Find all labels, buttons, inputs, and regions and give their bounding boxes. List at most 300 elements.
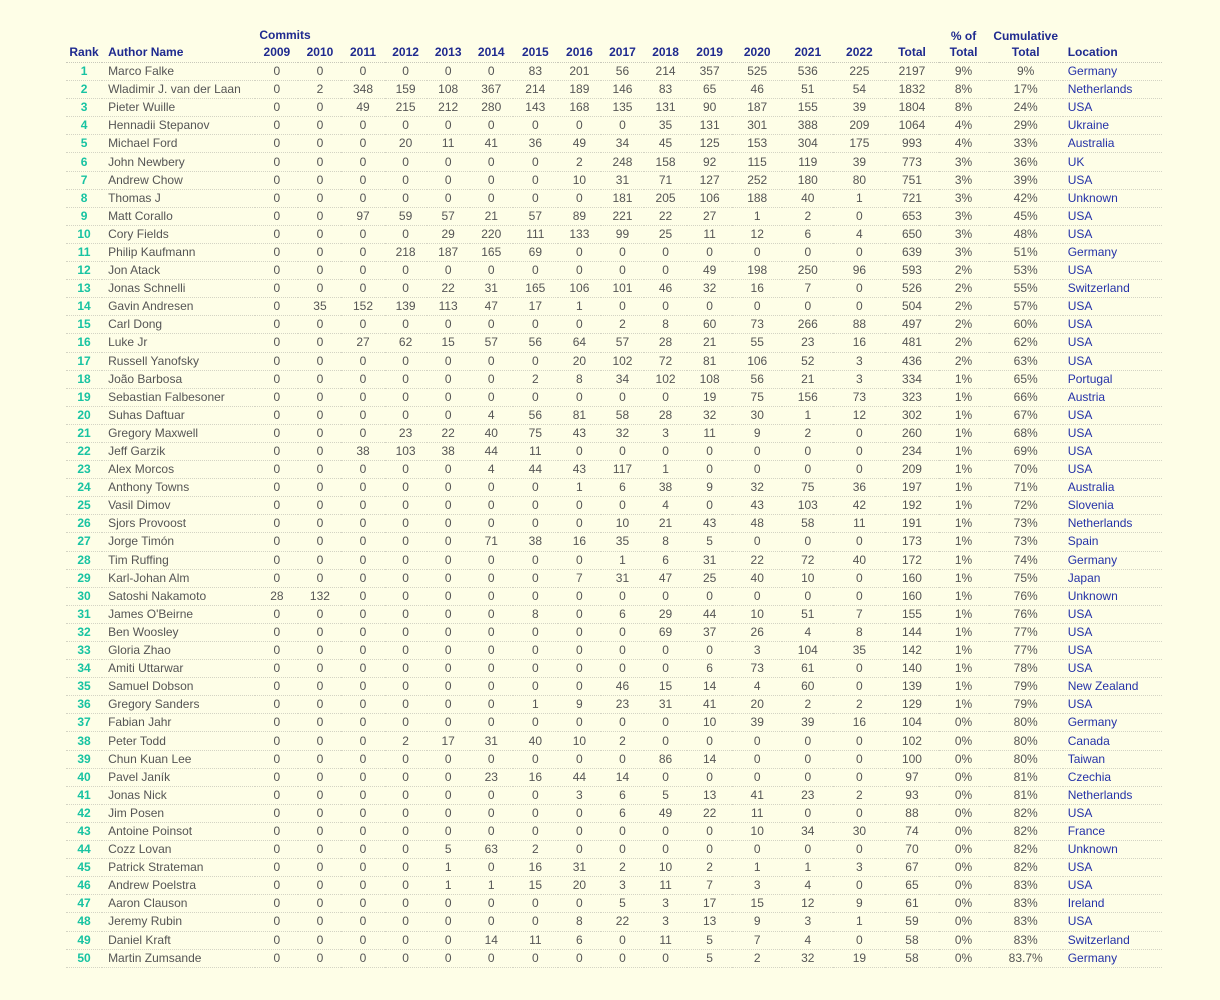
header-year-label: 2010 <box>306 45 334 59</box>
commits-2016-cell: 0 <box>558 605 601 623</box>
table-row[interactable] <box>66 732 1162 750</box>
commits-2022-cell: 2 <box>833 696 885 714</box>
table-row[interactable] <box>66 587 1162 605</box>
table-row[interactable] <box>66 81 1162 99</box>
total-cell: 653 <box>885 207 938 225</box>
header-year-2018[interactable] <box>644 28 687 63</box>
commits-2019-cell: 0 <box>687 642 732 660</box>
commits-2013-cell: 0 <box>427 189 470 207</box>
commits-2022-cell: 3 <box>833 370 885 388</box>
commits-2018-cell: 0 <box>644 768 687 786</box>
commits-2016-cell: 44 <box>558 768 601 786</box>
header-percent-of-total[interactable] <box>939 28 989 63</box>
commits-2017-cell: 0 <box>601 931 644 949</box>
commits-2012-cell: 0 <box>385 660 427 678</box>
commits-2009-cell: 0 <box>255 804 298 822</box>
header-total[interactable] <box>885 28 938 63</box>
rank-cell: 46 <box>66 877 102 895</box>
cumulative-total-cell: 53% <box>989 262 1063 280</box>
table-row[interactable] <box>66 533 1162 551</box>
commits-2015-cell: 143 <box>513 99 558 117</box>
commits-2010-cell: 0 <box>298 243 341 261</box>
commits-2009-cell: 0 <box>255 117 298 135</box>
table-row[interactable] <box>66 913 1162 931</box>
total-cell: 639 <box>885 243 938 261</box>
commits-2015-cell: 40 <box>513 732 558 750</box>
header-year-2013[interactable] <box>427 28 470 63</box>
commits-2022-cell: 0 <box>833 533 885 551</box>
header-year-label: 2014 <box>477 45 505 59</box>
commits-2016-cell: 89 <box>558 207 601 225</box>
cumulative-total-cell: 73% <box>989 515 1063 533</box>
author-name-cell: Jon Atack <box>102 262 255 280</box>
total-cell: 160 <box>885 569 938 587</box>
commits-2018-cell: 0 <box>644 660 687 678</box>
commits-2012-cell: 0 <box>385 461 427 479</box>
commits-2022-cell: 0 <box>833 442 885 460</box>
header-year-2014[interactable] <box>470 28 513 63</box>
commits-2020-cell: 301 <box>732 117 782 135</box>
header-author-name[interactable]: Author Name <box>102 28 255 63</box>
commits-2009-cell: 0 <box>255 479 298 497</box>
commits-2014-cell: 0 <box>470 786 513 804</box>
table-row[interactable] <box>66 117 1162 135</box>
commits-2011-cell: 0 <box>341 786 384 804</box>
commits-2013-cell: 0 <box>427 551 470 569</box>
table-row[interactable] <box>66 262 1162 280</box>
commits-2012-cell: 0 <box>385 859 427 877</box>
commits-2019-cell: 32 <box>687 280 732 298</box>
commits-2018-cell: 11 <box>644 931 687 949</box>
commits-2019-cell: 13 <box>687 913 732 931</box>
commits-2015-cell: 36 <box>513 135 558 153</box>
cumulative-total-cell: 57% <box>989 298 1063 316</box>
cumulative-total-cell: 67% <box>989 406 1063 424</box>
commits-2010-cell: 0 <box>298 117 341 135</box>
location-cell: Germany <box>1063 63 1162 81</box>
commits-2020-cell: 198 <box>732 262 782 280</box>
commits-2013-cell: 0 <box>427 262 470 280</box>
header-rank[interactable]: Rank <box>66 28 102 63</box>
commits-2021-cell: 2 <box>782 696 833 714</box>
commits-2020-cell: 41 <box>732 786 782 804</box>
commits-2009-cell: 0 <box>255 153 298 171</box>
commits-2022-cell: 0 <box>833 732 885 750</box>
commits-2015-cell: 2 <box>513 841 558 859</box>
rank-cell: 6 <box>66 153 102 171</box>
commits-2010-cell: 0 <box>298 913 341 931</box>
commits-2012-cell: 0 <box>385 388 427 406</box>
table-row[interactable] <box>66 569 1162 587</box>
location-cell: USA <box>1063 99 1162 117</box>
commits-2011-cell: 0 <box>341 316 384 334</box>
total-cell: 160 <box>885 587 938 605</box>
commits-2021-cell: 4 <box>782 623 833 641</box>
cumulative-total-cell: 83.7% <box>989 949 1063 967</box>
commits-2012-cell: 0 <box>385 913 427 931</box>
header-year-2011[interactable] <box>341 28 384 63</box>
commits-2010-cell: 0 <box>298 931 341 949</box>
header-year-2012[interactable] <box>385 28 427 63</box>
commits-2016-cell: 0 <box>558 262 601 280</box>
commits-2022-cell: 0 <box>833 660 885 678</box>
author-name-cell: Samuel Dobson <box>102 678 255 696</box>
author-name-cell: Jorge Timón <box>102 533 255 551</box>
commits-2010-cell: 0 <box>298 461 341 479</box>
commits-2021-cell: 0 <box>782 298 833 316</box>
commits-2009-cell: 0 <box>255 660 298 678</box>
percent-of-total-cell: 0% <box>939 768 989 786</box>
total-cell: 721 <box>885 189 938 207</box>
commits-2019-cell: 0 <box>687 841 732 859</box>
commits-2019-cell: 11 <box>687 424 732 442</box>
commits-2014-cell: 0 <box>470 660 513 678</box>
table-row[interactable] <box>66 678 1162 696</box>
commits-2011-cell: 0 <box>341 913 384 931</box>
commits-2019-cell: 65 <box>687 81 732 99</box>
commits-2013-cell: 0 <box>427 931 470 949</box>
commits-2011-cell: 0 <box>341 63 384 81</box>
table-row[interactable] <box>66 859 1162 877</box>
header-year-label: 2021 <box>794 45 822 59</box>
commits-2021-cell: 0 <box>782 461 833 479</box>
commits-2013-cell: 212 <box>427 99 470 117</box>
header-year-2020[interactable] <box>732 28 782 63</box>
commits-2019-cell: 0 <box>687 732 732 750</box>
table-row[interactable] <box>66 841 1162 859</box>
commits-2015-cell: 0 <box>513 714 558 732</box>
cumulative-total-cell: 80% <box>989 732 1063 750</box>
table-row[interactable] <box>66 750 1162 768</box>
table-row[interactable] <box>66 786 1162 804</box>
commits-2017-cell: 32 <box>601 424 644 442</box>
commits-2015-cell: 0 <box>513 660 558 678</box>
header-year-2009[interactable] <box>255 28 311 63</box>
commits-2012-cell: 0 <box>385 370 427 388</box>
commits-2021-cell: 51 <box>782 605 833 623</box>
header-percent-of-total-label: % of <box>950 29 977 43</box>
commits-2020-cell: 39 <box>732 714 782 732</box>
commits-2017-cell: 0 <box>601 587 644 605</box>
commits-2015-cell: 2 <box>513 370 558 388</box>
commits-2018-cell: 31 <box>644 696 687 714</box>
commits-2014-cell: 0 <box>470 569 513 587</box>
commits-2014-cell: 40 <box>470 424 513 442</box>
location-cell: Ireland <box>1063 895 1162 913</box>
percent-of-total-cell: 3% <box>939 171 989 189</box>
commits-2018-cell: 214 <box>644 63 687 81</box>
commits-2013-cell: 1 <box>427 877 470 895</box>
table-row[interactable] <box>66 714 1162 732</box>
table-row[interactable] <box>66 424 1162 442</box>
cumulative-total-cell: 63% <box>989 352 1063 370</box>
commits-2012-cell: 0 <box>385 768 427 786</box>
table-row[interactable] <box>66 352 1162 370</box>
commits-2009-cell: 0 <box>255 388 298 406</box>
commits-2022-cell: 80 <box>833 171 885 189</box>
commits-2014-cell: 4 <box>470 406 513 424</box>
table-row[interactable] <box>66 189 1162 207</box>
commits-2017-cell: 0 <box>601 822 644 840</box>
table-row[interactable] <box>66 207 1162 225</box>
commits-2009-cell: 0 <box>255 406 298 424</box>
total-cell: 302 <box>885 406 938 424</box>
location-cell: Japan <box>1063 569 1162 587</box>
commits-2014-cell: 14 <box>470 931 513 949</box>
commits-2022-cell: 0 <box>833 841 885 859</box>
header-year-label: 2012 <box>392 45 419 59</box>
percent-of-total-cell: 3% <box>939 243 989 261</box>
commits-2018-cell: 0 <box>644 642 687 660</box>
author-name-cell: Cozz Lovan <box>102 841 255 859</box>
commits-2016-cell: 106 <box>558 280 601 298</box>
commits-2010-cell: 0 <box>298 497 341 515</box>
location-cell: Germany <box>1063 243 1162 261</box>
commits-2009-cell: 0 <box>255 768 298 786</box>
commits-2009-cell: 0 <box>255 442 298 460</box>
table-row[interactable] <box>66 63 1162 81</box>
percent-of-total-cell: 1% <box>939 479 989 497</box>
commits-2010-cell: 0 <box>298 153 341 171</box>
table-row[interactable] <box>66 895 1162 913</box>
commits-2022-cell: 36 <box>833 479 885 497</box>
commits-2020-cell: 16 <box>732 280 782 298</box>
commits-2013-cell: 0 <box>427 895 470 913</box>
table-row[interactable] <box>66 660 1162 678</box>
commits-2017-cell: 99 <box>601 225 644 243</box>
commits-2020-cell: 188 <box>732 189 782 207</box>
table-row[interactable] <box>66 877 1162 895</box>
location-cell: USA <box>1063 171 1162 189</box>
commits-2020-cell: 46 <box>732 81 782 99</box>
location-cell: Czechia <box>1063 768 1162 786</box>
table-row[interactable] <box>66 334 1162 352</box>
commits-2013-cell: 0 <box>427 153 470 171</box>
total-cell: 93 <box>885 786 938 804</box>
table-row[interactable] <box>66 225 1162 243</box>
location-cell: Ukraine <box>1063 117 1162 135</box>
location-cell: UK <box>1063 153 1162 171</box>
commits-2021-cell: 3 <box>782 913 833 931</box>
table-row[interactable] <box>66 153 1162 171</box>
commits-2016-cell: 0 <box>558 316 601 334</box>
commits-2011-cell: 0 <box>341 370 384 388</box>
commits-2012-cell: 0 <box>385 605 427 623</box>
commits-2021-cell: 52 <box>782 352 833 370</box>
table-row[interactable] <box>66 461 1162 479</box>
commits-2015-cell: 0 <box>513 623 558 641</box>
header-year-2016[interactable] <box>558 28 601 63</box>
table-row[interactable] <box>66 949 1162 967</box>
rank-cell: 9 <box>66 207 102 225</box>
table-row[interactable] <box>66 243 1162 261</box>
commits-2017-cell: 6 <box>601 605 644 623</box>
author-name-cell: Martin Zumsande <box>102 949 255 967</box>
percent-of-total-cell: 1% <box>939 605 989 623</box>
commits-2014-cell: 0 <box>470 750 513 768</box>
author-name-cell: Suhas Daftuar <box>102 406 255 424</box>
total-cell: 323 <box>885 388 938 406</box>
table-row[interactable] <box>66 623 1162 641</box>
commits-2013-cell: 0 <box>427 461 470 479</box>
location-cell: USA <box>1063 696 1162 714</box>
table-row[interactable] <box>66 171 1162 189</box>
commits-2010-cell: 0 <box>298 642 341 660</box>
commits-2016-cell: 189 <box>558 81 601 99</box>
author-name-cell: Philip Kaufmann <box>102 243 255 261</box>
commits-2015-cell: 0 <box>513 153 558 171</box>
commits-2016-cell: 0 <box>558 841 601 859</box>
location-cell: Germany <box>1063 551 1162 569</box>
commits-2018-cell: 69 <box>644 623 687 641</box>
commits-2009-cell: 0 <box>255 207 298 225</box>
commits-2013-cell: 0 <box>427 949 470 967</box>
location-cell: USA <box>1063 442 1162 460</box>
commits-2014-cell: 0 <box>470 678 513 696</box>
author-name-cell: Michael Ford <box>102 135 255 153</box>
total-cell: 58 <box>885 931 938 949</box>
author-name-cell: Matt Corallo <box>102 207 255 225</box>
rank-cell: 37 <box>66 714 102 732</box>
commits-2011-cell: 97 <box>341 207 384 225</box>
commits-2013-cell: 38 <box>427 442 470 460</box>
table-row[interactable] <box>66 99 1162 117</box>
commits-2018-cell: 22 <box>644 207 687 225</box>
header-year-2017[interactable] <box>601 28 644 63</box>
header-year-2015[interactable] <box>513 28 558 63</box>
cumulative-total-cell: 72% <box>989 497 1063 515</box>
commits-2014-cell: 63 <box>470 841 513 859</box>
commits-2016-cell: 8 <box>558 913 601 931</box>
author-name-cell: Jeff Garzik <box>102 442 255 460</box>
commits-2016-cell: 6 <box>558 931 601 949</box>
location-cell: USA <box>1063 623 1162 641</box>
table-row[interactable] <box>66 316 1162 334</box>
commits-2009-cell: 0 <box>255 623 298 641</box>
percent-of-total-cell: 2% <box>939 298 989 316</box>
author-name-cell: Marco Falke <box>102 63 255 81</box>
commits-2015-cell: 0 <box>513 949 558 967</box>
header-year-2021[interactable] <box>782 28 833 63</box>
cumulative-total-cell: 48% <box>989 225 1063 243</box>
commits-2012-cell: 0 <box>385 262 427 280</box>
commits-2009-cell: 0 <box>255 678 298 696</box>
commits-2020-cell: 4 <box>732 678 782 696</box>
commits-2019-cell: 22 <box>687 804 732 822</box>
cumulative-total-cell: 9% <box>989 63 1063 81</box>
header-location-label: Location <box>1067 45 1118 59</box>
table-row[interactable] <box>66 804 1162 822</box>
location-cell: Netherlands <box>1063 515 1162 533</box>
table-row[interactable] <box>66 135 1162 153</box>
table-row[interactable] <box>66 515 1162 533</box>
commits-2011-cell: 0 <box>341 352 384 370</box>
header-year-2022[interactable] <box>833 28 885 63</box>
commits-2010-cell: 0 <box>298 316 341 334</box>
commits-2015-cell: 0 <box>513 479 558 497</box>
commits-2021-cell: 23 <box>782 334 833 352</box>
commits-2019-cell: 0 <box>687 461 732 479</box>
table-row[interactable] <box>66 406 1162 424</box>
commits-2017-cell: 57 <box>601 334 644 352</box>
commits-2016-cell: 0 <box>558 660 601 678</box>
table-row[interactable] <box>66 442 1162 460</box>
percent-of-total-cell: 1% <box>939 696 989 714</box>
commits-2017-cell: 31 <box>601 569 644 587</box>
table-row[interactable] <box>66 388 1162 406</box>
commits-2022-cell: 0 <box>833 298 885 316</box>
commits-2011-cell: 0 <box>341 822 384 840</box>
commits-2022-cell: 39 <box>833 99 885 117</box>
table-row[interactable] <box>66 605 1162 623</box>
table-row[interactable] <box>66 642 1162 660</box>
table-row[interactable] <box>66 298 1162 316</box>
percent-of-total-cell: 1% <box>939 533 989 551</box>
total-cell: 234 <box>885 442 938 460</box>
commits-2011-cell: 0 <box>341 859 384 877</box>
commits-2016-cell: 10 <box>558 171 601 189</box>
commits-2018-cell: 8 <box>644 316 687 334</box>
commits-2009-cell: 0 <box>255 931 298 949</box>
commits-2015-cell: 0 <box>513 117 558 135</box>
header-year-2019[interactable] <box>687 28 732 63</box>
table-row[interactable] <box>66 479 1162 497</box>
commits-2022-cell: 3 <box>833 352 885 370</box>
commits-2021-cell: 266 <box>782 316 833 334</box>
header-year-label: 2015 <box>521 45 549 59</box>
location-cell: USA <box>1063 352 1162 370</box>
commits-2015-cell: 0 <box>513 750 558 768</box>
commits-2017-cell: 0 <box>601 298 644 316</box>
location-cell: USA <box>1063 461 1162 479</box>
commits-2014-cell: 0 <box>470 63 513 81</box>
percent-of-total-cell: 1% <box>939 442 989 460</box>
author-name-cell: Satoshi Nakamoto <box>102 587 255 605</box>
header-year-label: 2017 <box>609 45 636 59</box>
header-cumulative-total[interactable] <box>989 28 1063 63</box>
commits-2012-cell: 0 <box>385 63 427 81</box>
table-row[interactable] <box>66 696 1162 714</box>
commits-2012-cell: 0 <box>385 804 427 822</box>
commits-2021-cell: 58 <box>782 515 833 533</box>
commits-2012-cell: 0 <box>385 551 427 569</box>
table-row[interactable] <box>66 822 1162 840</box>
commits-2010-cell: 0 <box>298 334 341 352</box>
location-cell: Spain <box>1063 533 1162 551</box>
commits-2012-cell: 0 <box>385 225 427 243</box>
commits-2021-cell: 12 <box>782 895 833 913</box>
commits-2017-cell: 14 <box>601 768 644 786</box>
table-row[interactable] <box>66 370 1162 388</box>
table-row[interactable] <box>66 768 1162 786</box>
cumulative-total-cell: 74% <box>989 551 1063 569</box>
header-location[interactable] <box>1063 28 1162 63</box>
commits-2014-cell: 0 <box>470 605 513 623</box>
commits-2018-cell: 0 <box>644 442 687 460</box>
commits-2015-cell: 0 <box>513 642 558 660</box>
commits-2013-cell: 0 <box>427 352 470 370</box>
location-cell: Taiwan <box>1063 750 1162 768</box>
table-row[interactable] <box>66 497 1162 515</box>
table-row[interactable] <box>66 931 1162 949</box>
location-cell: USA <box>1063 298 1162 316</box>
commits-2021-cell: 119 <box>782 153 833 171</box>
commits-2016-cell: 0 <box>558 497 601 515</box>
table-row[interactable] <box>66 551 1162 569</box>
commits-2021-cell: 1 <box>782 859 833 877</box>
table-row[interactable] <box>66 280 1162 298</box>
commits-2013-cell: 0 <box>427 406 470 424</box>
